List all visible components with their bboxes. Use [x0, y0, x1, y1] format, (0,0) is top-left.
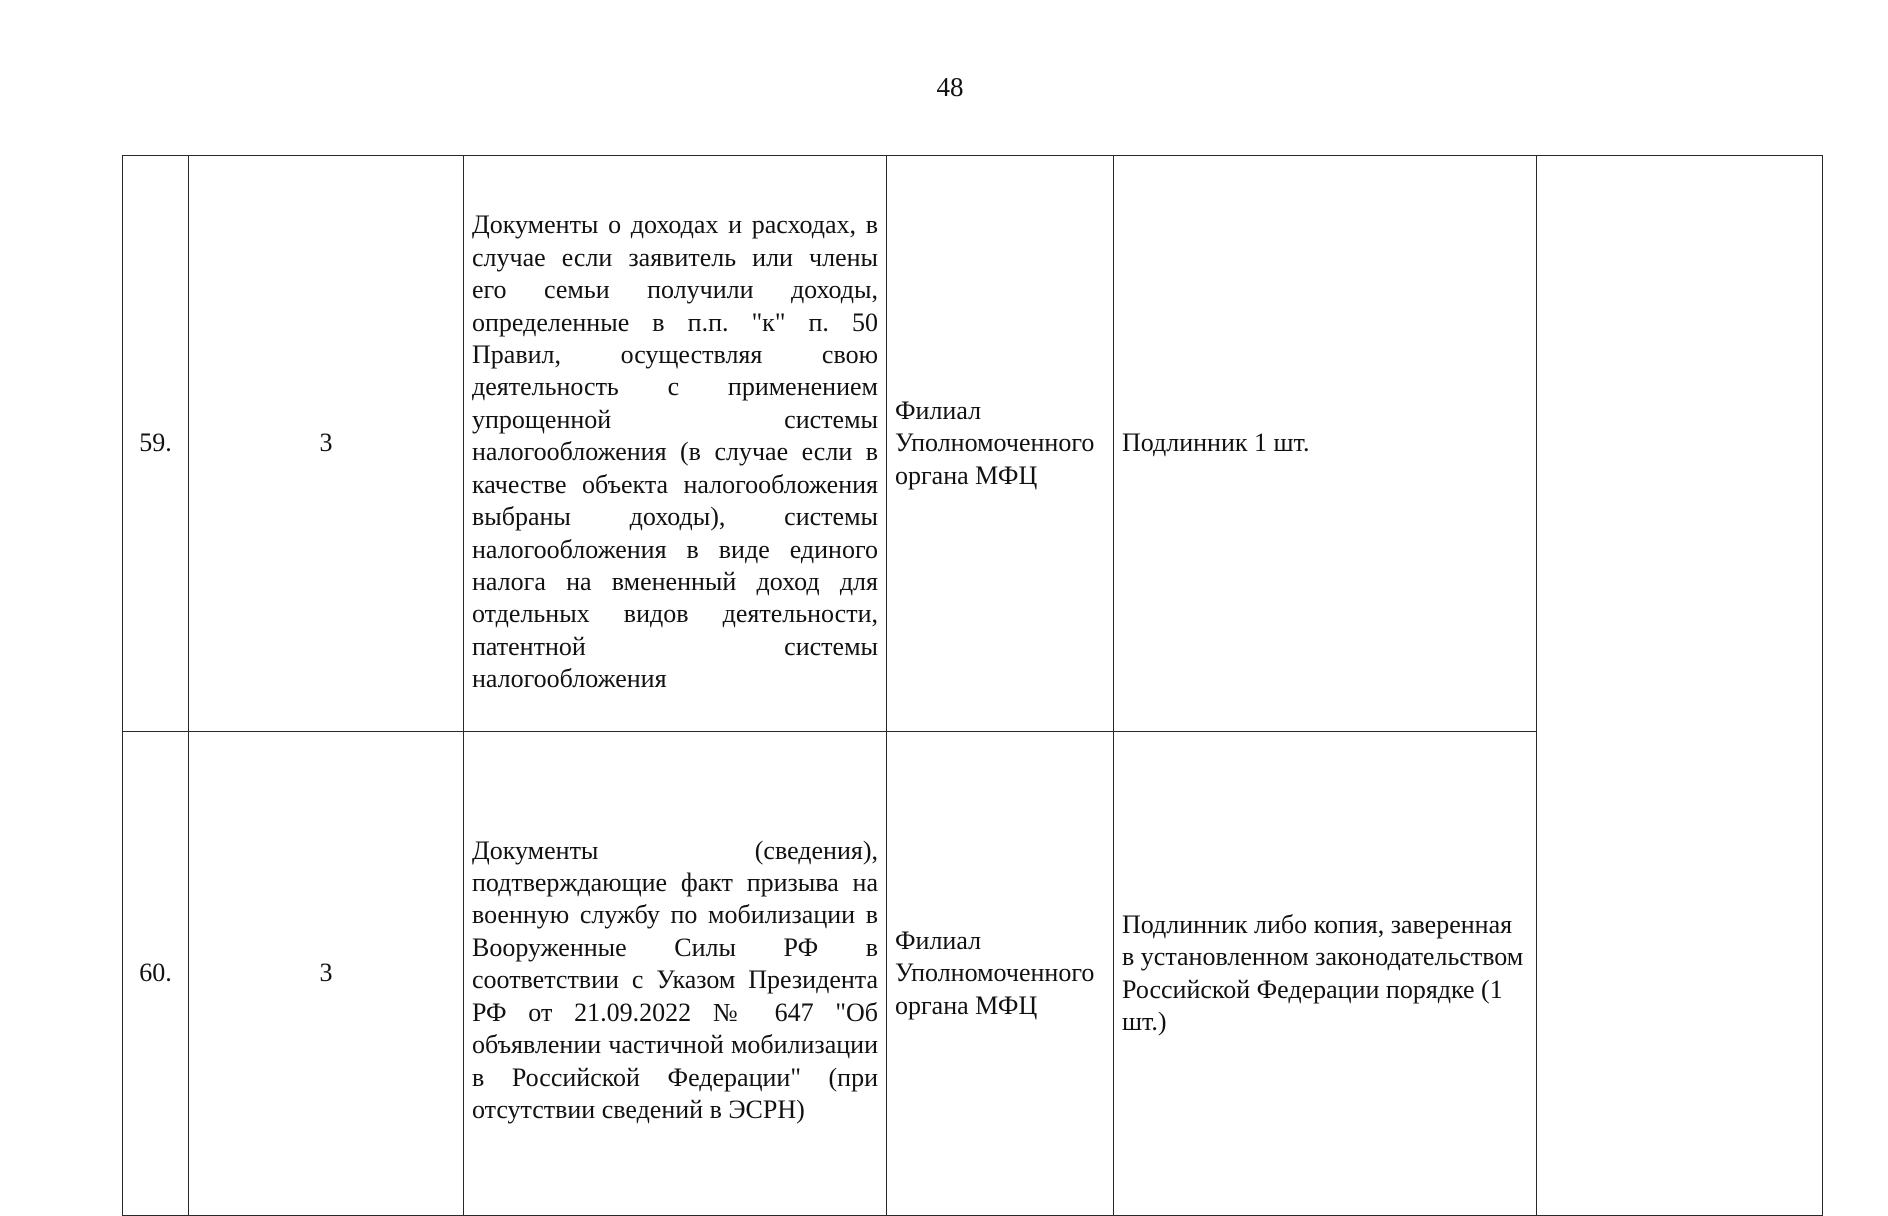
page-number: 48 — [936, 72, 964, 102]
empty-merged-cell — [1537, 156, 1823, 1216]
row-number-cell: 60. — [123, 732, 189, 1216]
documents-table — [122, 155, 1823, 1216]
table-row — [123, 156, 1823, 732]
organization-cell: Филиал Уполномоченного органа МФЦ — [887, 156, 1114, 732]
document-description-cell: Документы (сведения), подтверждающие факт призыва на военную службу по мобилизации в Вооруженные Силы РФ в соответствии с Указом Президента РФ от 21.09.2022 № 647 "Об объявлении частичной мобилизации в Российской Федерации" (при отсутствии сведений в ЭСРН) — [464, 732, 887, 1216]
document-form-cell: Подлинник 1 шт. — [1114, 156, 1537, 732]
document-form-cell: Подлинник либо копия, заверенная в установленном законодательством Российской Федерации порядке (1 шт.) — [1114, 732, 1537, 1216]
row-code-cell: 3 — [189, 732, 464, 1216]
organization-cell: Филиал Уполномоченного органа МФЦ — [887, 732, 1114, 1216]
row-code-cell: 3 — [189, 156, 464, 732]
document-description-cell: Документы о доходах и расходах, в случае если заявитель или члены его семьи получили доходы, определенные в п.п. "к" п. 50 Правил, осуществляя свою деятельность с применением упрощенной системы налогообложения (в случае если в качестве объекта налогообложения выбраны доходы), системы налогообложения в виде единого налога на вмененный доход для отдельных видов деятельности, патентной системы налогообложения — [464, 156, 887, 732]
row-number-cell: 59. — [123, 156, 189, 732]
